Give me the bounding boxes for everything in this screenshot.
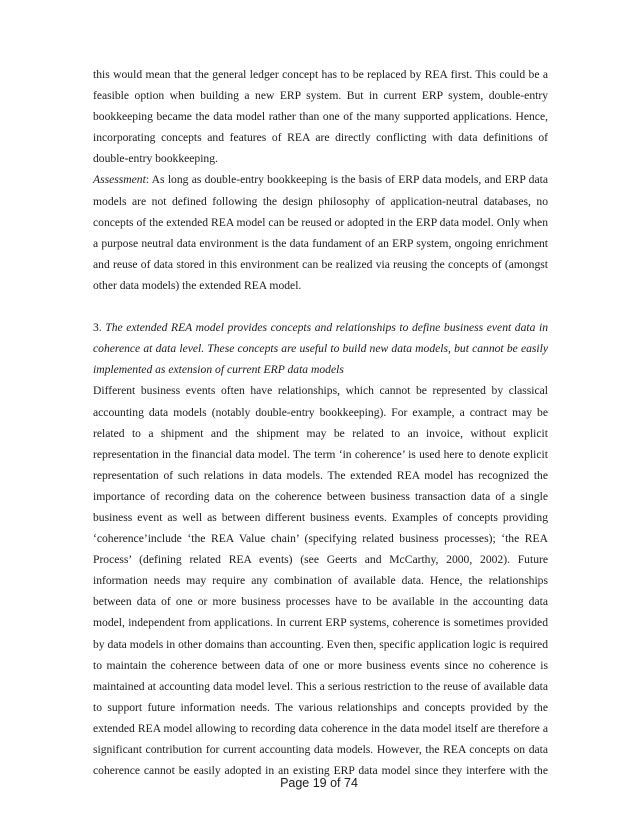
text-line: coherence cannot be easily adopted in an existing ERP data model since they interfere with the xyxy=(93,764,548,778)
text-line: significant contribution for current accounting data models. However, the REA concepts on data xyxy=(93,743,548,756)
text-line: a purpose neutral data environment is the data fundament of an ERP system, ongoing enrichment xyxy=(93,236,548,250)
text-line: bookkeeping became the data model rather than one of the many supported applications. Hence, xyxy=(93,110,548,124)
text-line: Different business events often have relationships, which cannot be represented by classical xyxy=(93,384,548,398)
paragraph-spacer xyxy=(93,296,548,317)
text-line xyxy=(93,169,548,190)
heading-text: The extended REA model provides concepts and relationships to define business event data in xyxy=(105,321,549,335)
text-line: business event as well as between different business events. Examples of concepts providing xyxy=(93,510,548,524)
paragraph-assessment xyxy=(93,169,548,296)
text-line: importance of recording data on the coherence between business transaction data of a single xyxy=(93,489,548,503)
text-line: representation of such relations in data models. The extended REA model has recognized the xyxy=(93,468,548,482)
text-line: implemented as extension of current ERP data models xyxy=(93,363,344,377)
text-line: models are not defined following the design philosophy of application-neutral databases, no xyxy=(93,194,548,208)
text-line: ‘coherence’include ‘the REA Value chain’ (specifying related business processes); ‘the REA xyxy=(93,532,548,546)
text-line: double-entry bookkeeping. xyxy=(93,152,218,166)
text-line: accounting data models (notably double-entry bookkeeping). For example, a contract may be xyxy=(93,405,548,419)
text-line: by data models in other domains than accounting. Even then, specific application logic is required xyxy=(93,637,548,651)
text-line: incorporating concepts and features of REA are directly conflicting with data definitions of xyxy=(93,131,548,145)
text-line xyxy=(93,317,548,338)
section-heading-3 xyxy=(93,317,548,380)
text-line: feasible option when building a new ERP system. But in current ERP system, double-entry xyxy=(93,89,548,103)
paragraph-coherence xyxy=(93,380,548,781)
text-line: coherence at data level. These concepts are useful to build new data models, but cannot be easily xyxy=(93,342,548,356)
text-line: representation in the financial data model. The term ‘in coherence’ is used here to denote explicit xyxy=(93,447,548,461)
text-line: to maintain the coherence between data of one or more business events since no coherence is xyxy=(93,658,548,672)
page-number: Page 19 of 74 xyxy=(280,776,358,790)
text-line: and reuse of data stored in this environment can be realized via reusing the concepts of (amongst xyxy=(93,257,548,271)
text-line: between data of one or more business processes have to be available in the accounting data xyxy=(93,595,548,609)
text-line: model, independent from applications. In current ERP systems, coherence is sometimes provided xyxy=(93,616,548,630)
paragraph-ledger xyxy=(93,64,548,169)
text-line: to support future information needs. The various relationships and concepts provided by the xyxy=(93,700,548,714)
text-line: Process’ (defining related REA events) (see Geerts and McCarthy, 2000, 2002). Future xyxy=(93,553,548,567)
text-line: concepts of the extended REA model can be reused or adopted in the ERP data model. Only when xyxy=(93,215,548,229)
assessment-text: : As long as double-entry bookkeeping is the basis of ERP data models, and ERP data xyxy=(145,173,548,187)
body-text xyxy=(93,64,548,781)
text-line: related to a shipment and the shipment may be related to an invoice, without explicit xyxy=(93,426,548,440)
text-line: maintained at accounting data model level. This a serious restriction to the reuse of available data xyxy=(93,679,548,693)
heading-number: 3. xyxy=(93,321,106,335)
text-line: information needs may require any combination of available data. Hence, the relationships xyxy=(93,574,548,588)
text-line: this would mean that the general ledger concept has to be replaced by REA first. This could be a xyxy=(93,68,548,81)
text-line: extended REA model allowing to recording data coherence in the data model itself are therefore a xyxy=(93,721,548,735)
assessment-label: Assessment xyxy=(93,173,146,187)
text-line: other data models) the extended REA model. xyxy=(93,278,302,292)
